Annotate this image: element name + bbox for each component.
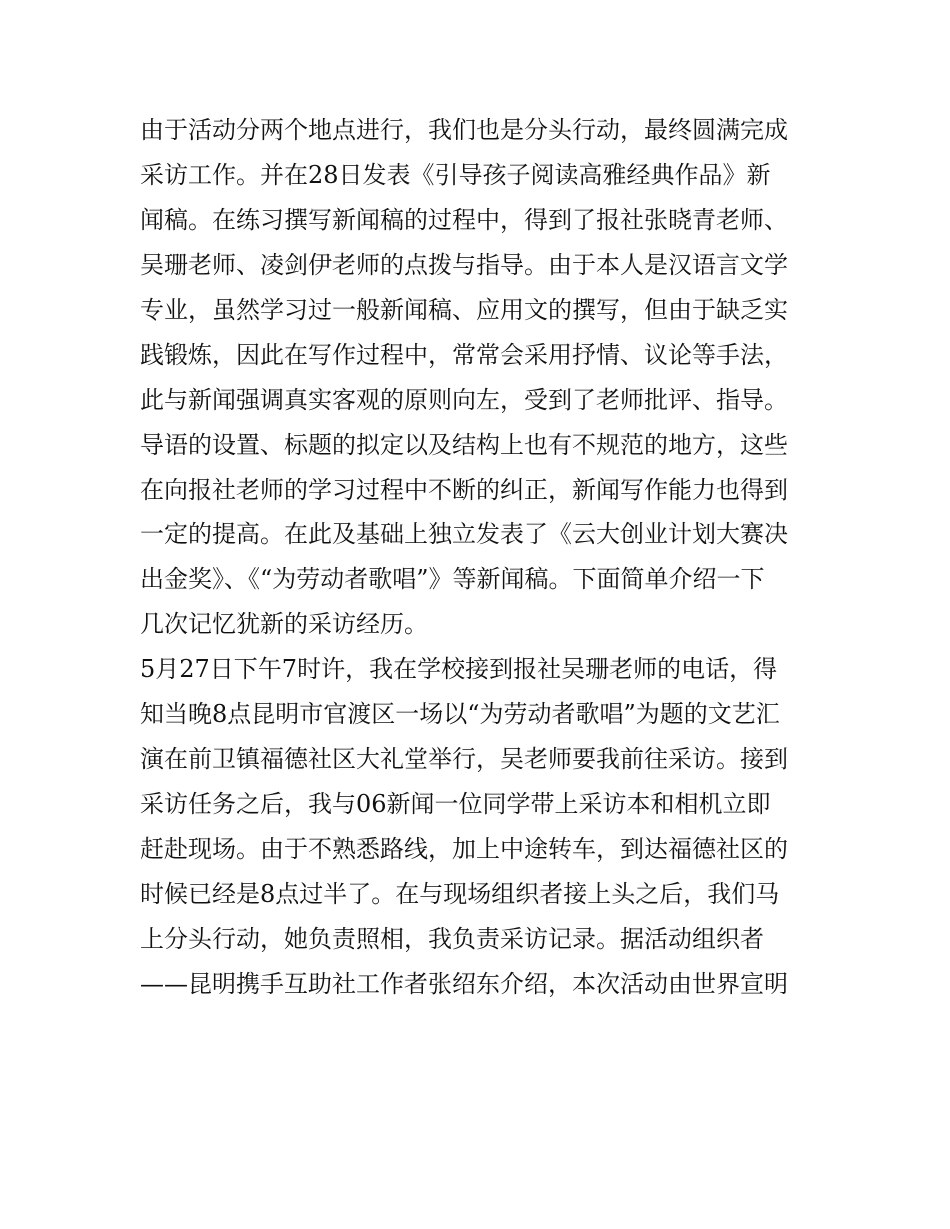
text-line: 5月27日下午7时许，我在学校接到报社吴珊老师的电话，得: [140, 655, 778, 684]
text-line: 采访任务之后，我与06新闻一位同学带上采访本和相机立即: [140, 790, 771, 819]
text-line: 在向报社老师的学习过程中不断的纠正，新闻写作能力也得到: [140, 475, 788, 504]
text-line: 采访工作。并在28日发表《引导孩子阅读高雅经典作品》新: [140, 160, 771, 189]
text-line: 此与新闻强调真实客观的原则向左，受到了老师批评、指导。: [140, 385, 788, 414]
text-line: 几次记忆犹新的采访经历。: [140, 610, 428, 639]
text-line: 赶赴现场。由于不熟悉路线，加上中途转车，到达福德社区的: [140, 835, 788, 863]
text-line: 由于活动分两个地点进行，我们也是分头行动，最终圆满完成: [140, 116, 788, 144]
text-line: 知当晚8点昆明市官渡区一场以“为劳动者歌唱”为题的文艺汇: [140, 700, 780, 729]
text-line: 一定的提高。在此及基础上独立发表了《云大创业计划大赛决: [140, 520, 788, 549]
text-line: 导语的设置、标题的拟定以及结构上也有不规范的地方，这些: [140, 430, 788, 459]
text-line: 闻稿。在练习撰写新闻稿的过程中，得到了报社张晓青老师、: [140, 205, 788, 234]
text-line: 演在前卫镇福德社区大礼堂举行，吴老师要我前往采访。接到: [140, 745, 788, 774]
text-line: 践锻炼，因此在写作过程中，常常会采用抒情、议论等手法，: [140, 340, 788, 369]
text-line: 时候已经是8点过半了。在与现场组织者接上头之后，我们马: [140, 879, 780, 908]
text-line: 出金奖》、《“为劳动者歌唱”》等新闻稿。下面简单介绍一下: [140, 565, 765, 594]
text-line: 吴珊老师、凌剑伊老师的点拨与指导。由于本人是汉语言文学: [140, 250, 788, 279]
text-line: 上分头行动，她负责照相，我负责采访记录。据活动组织者: [140, 924, 764, 953]
text-line: ——昆明携手互助社工作者张绍东介绍，本次活动由世界宣明: [140, 969, 788, 998]
text-line: 专业，虽然学习过一般新闻稿、应用文的撰写，但由于缺乏实: [140, 295, 788, 324]
body-text: [140, 108, 820, 1007]
